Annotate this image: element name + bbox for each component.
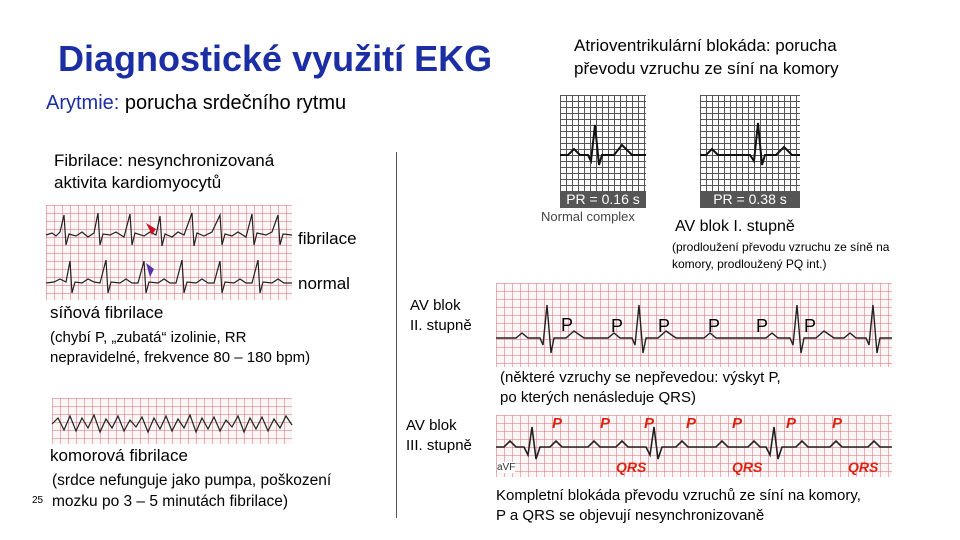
label-normal: normal — [298, 274, 350, 293]
pr-normal-badge: PR = 0.16 s — [560, 191, 646, 208]
av2-desc-line1: (některé vzruchy se nepřevedou: výskyt P, — [500, 369, 781, 386]
av2-p-label: P — [561, 315, 574, 335]
av3-p-label: P — [644, 415, 655, 432]
av2-ecg — [496, 283, 892, 367]
normal-complex-trace — [560, 95, 646, 191]
av2-trace — [496, 283, 892, 367]
arrhythmia-rest: porucha srdečního rytmu — [119, 92, 347, 114]
av2-p-label: P — [658, 316, 671, 336]
av2-title-line1: AV blok — [410, 297, 461, 314]
av2-title-line2: II. stupně — [410, 317, 472, 334]
av3-p-label: P — [686, 415, 697, 432]
av3-desc-line2: P a QRS se objevují nesynchronizovaně — [496, 507, 765, 524]
av2-p-label: P — [708, 316, 721, 336]
av2-desc — [500, 368, 781, 408]
av2-p-label: P — [804, 316, 817, 336]
arrhythmia-highlight: Arytmie: — [46, 92, 120, 114]
normal-complex-ecg — [560, 95, 646, 191]
prolonged-pr-ecg — [700, 95, 800, 191]
av3-ecg — [496, 415, 892, 477]
atrial-fibrillation-desc-line2: nepravidelné, frekvence 80 – 180 bpm) — [50, 349, 311, 366]
arrhythmia-subtitle — [46, 92, 346, 115]
av3-title-line2: III. stupně — [406, 437, 472, 454]
ventricular-fibrillation-desc-line1: (srdce nefunguje jako pumpa, poškození — [52, 472, 332, 489]
av3-title — [406, 416, 472, 456]
lead-avf-label: aVF — [497, 462, 516, 473]
av-block-header-line2: převodu vzruchu ze síní na komory — [574, 59, 839, 78]
fibrillation-definition — [54, 150, 354, 194]
av1-desc-line1: (prodloužení převodu vzruchu ze síně na — [672, 240, 890, 254]
av1-desc-line2: komory, prodloužený PQ int.) — [672, 257, 827, 271]
arrow-normal-marker — [146, 263, 154, 277]
av-block-header — [574, 34, 839, 80]
av3-p-label: P — [832, 415, 843, 432]
normal-complex-label: Normal complex — [541, 209, 635, 224]
av3-desc-line1: Kompletní blokáda převodu vzruchů ze síní na komory, — [496, 487, 861, 504]
av3-p-label: P — [600, 415, 611, 432]
prolonged-pr-trace — [700, 95, 800, 191]
page-title: Diagnostické využití EKG — [58, 38, 493, 79]
slide-number: 25 — [32, 495, 44, 506]
av-block-header-line1: Atrioventrikulární blokáda: porucha — [574, 36, 837, 55]
label-fibrillation: fibrilace — [298, 229, 357, 248]
av2-title — [410, 296, 472, 336]
av3-p-label: P — [732, 415, 743, 432]
column-divider — [396, 152, 397, 518]
av3-qrs-label: QRS — [848, 459, 879, 475]
av1-title: AV blok I. stupně — [675, 218, 795, 235]
av3-desc — [496, 486, 946, 526]
atrial-fibrillation-ecg — [46, 205, 292, 300]
av3-p-label: P — [552, 415, 563, 432]
fibrillation-definition-line1: Fibrilace: nesynchronizovaná — [54, 151, 275, 170]
av3-qrs-label: QRS — [616, 459, 647, 475]
atrial-fibrillation-trace — [46, 205, 292, 300]
ventricular-fibrillation-title: komorová fibrilace — [50, 446, 188, 465]
atrial-fibrillation-desc-line1: (chybí P, „zubatá“ izolinie, RR — [50, 329, 247, 346]
ventricular-fibrillation-ecg — [52, 398, 292, 444]
av3-p-label: P — [786, 415, 797, 432]
av2-p-label: P — [611, 316, 624, 336]
atrial-fibrillation-title: síňová fibrilace — [50, 303, 164, 322]
atrial-fibrillation-desc — [50, 328, 390, 368]
av2-desc-line2: po kterých nenásleduje QRS) — [500, 389, 696, 406]
fibrillation-definition-line2: aktivita kardiomyocytů — [54, 173, 222, 192]
av1-desc — [672, 239, 942, 273]
ventricular-fibrillation-trace — [52, 398, 292, 444]
ventricular-fibrillation-desc — [52, 470, 392, 512]
av2-p-label: P — [756, 316, 769, 336]
pr-long-badge: PR = 0.38 s — [700, 191, 800, 208]
ventricular-fibrillation-desc-line2: mozku po 3 – 5 minutách fibrilace) — [52, 493, 289, 510]
av3-qrs-label: QRS — [732, 459, 763, 475]
av3-title-line1: AV blok — [406, 417, 457, 434]
